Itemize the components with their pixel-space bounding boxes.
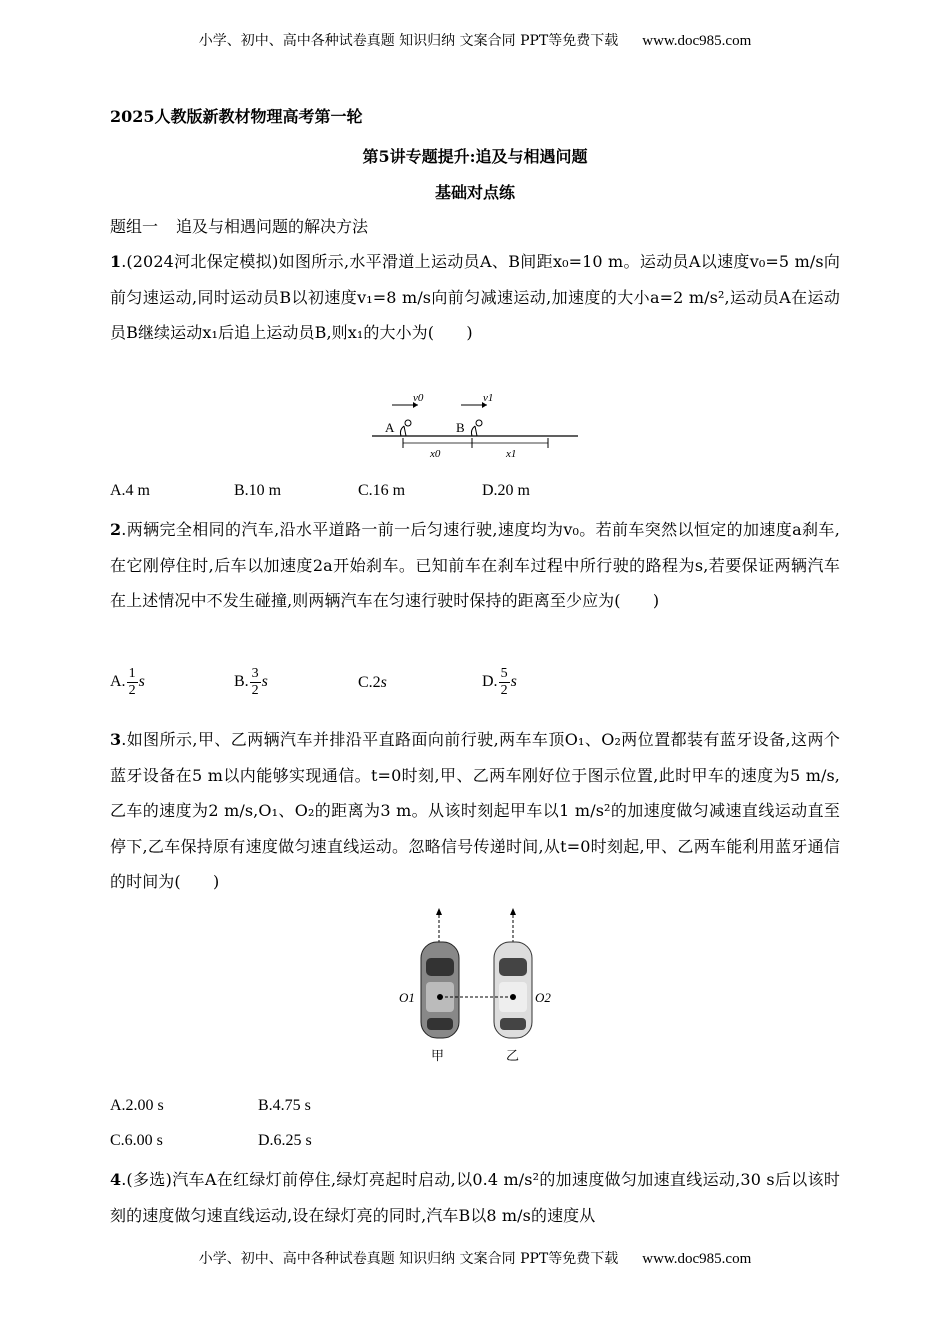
label-x0: x0 xyxy=(430,448,441,460)
group-heading xyxy=(110,214,840,237)
skiers-figure xyxy=(368,388,582,460)
question-3 xyxy=(110,722,840,900)
q1-options xyxy=(110,482,606,500)
cars-figure xyxy=(395,906,565,1066)
question-4 xyxy=(110,1162,840,1233)
option-d[interactable]: D.20 m xyxy=(482,482,530,499)
series-title: 2025人教版新教材物理高考第一轮 xyxy=(110,107,363,126)
q3-options-row1 xyxy=(110,1097,406,1115)
header-url[interactable]: www.doc985.com xyxy=(642,33,752,49)
question-number: 1 xyxy=(110,252,122,271)
label-v1: v1 xyxy=(483,392,494,404)
question-number: 3 xyxy=(110,730,122,749)
question-text: .两辆完全相同的汽车,沿水平道路一前一后匀速行驶,速度均为v₀。若前车突然以恒定的加速度a刹车,在它刚停住时,后车以加速度2a开始刹车。已知前车在刹车过程中所行驶的路程为s,若要保证两辆汽车在上述情况中不发生碰撞,则两辆汽车在匀速行驶时保持的距离至少应为( ) xyxy=(110,520,840,610)
q2-options xyxy=(110,666,606,699)
option-a[interactable]: A.4 m xyxy=(110,482,150,499)
question-number: 4 xyxy=(110,1170,122,1189)
label-x1: x1 xyxy=(506,448,517,460)
option-c[interactable]: C.6.00 s xyxy=(110,1132,163,1149)
option-d[interactable]: D. $\frac{5}{2}$ s xyxy=(482,666,517,698)
label-b: B xyxy=(456,420,465,435)
option-c[interactable]: C.16 m xyxy=(358,482,406,499)
group-label: 题组一 xyxy=(110,217,159,236)
label-v0: v0 xyxy=(413,392,424,404)
label-a: A xyxy=(385,420,395,435)
question-1 xyxy=(110,244,840,351)
label-jia: 甲 xyxy=(431,1049,445,1064)
label-o1: O1 xyxy=(399,990,415,1005)
car-jia-icon xyxy=(421,942,459,1038)
question-text: .如图所示,甲、乙两辆汽车并排沿平直路面向前行驶,两车车顶O₁、O₂两位置都装有蓝牙设备,这两个蓝牙设备在5 m以内能够实现通信。t=0时刻,甲、乙两车刚好位于图示位置,此时甲车的速度为5 m/s,乙车的速度为2 m/s,O₁、O₂的距离为3 m。从该时刻起甲车以1 m/s²的加速度做匀减速直线运动直至停下,乙车保持原有速度做匀速直线运动。忽略信号传递时间,从t=0时刻起,甲、乙两车能利用蓝牙通信的时间为( ) xyxy=(110,730,840,891)
header-text: 小学、初中、高中各种试卷真题 知识归纳 文案合同 PPT等免费下载 xyxy=(198,33,619,49)
option-a[interactable]: A. $\frac{1}{2}$ s xyxy=(110,666,145,698)
option-c[interactable]: C.2s xyxy=(358,674,387,691)
page-header xyxy=(0,30,950,50)
question-number: 2 xyxy=(110,520,122,539)
skier-b-icon xyxy=(471,420,482,436)
footer-text: 小学、初中、高中各种试卷真题 知识归纳 文案合同 PPT等免费下载 xyxy=(198,1251,619,1267)
group-title: 追及与相遇问题的解决方法 xyxy=(176,217,369,236)
question-text: .(多选)汽车A在红绿灯前停住,绿灯亮起时启动,以0.4 m/s²的加速度做匀加速直线运动,30 s后以该时刻的速度做匀速直线运动,设在绿灯亮的同时,汽车B以8 m/s的速度从 xyxy=(110,1170,840,1225)
q3-options-row2 xyxy=(110,1132,406,1150)
page-footer xyxy=(0,1248,950,1268)
skier-a-icon xyxy=(400,420,411,436)
option-b[interactable]: B. $\frac{3}{2}$ s xyxy=(234,666,268,698)
option-b[interactable]: B.4.75 s xyxy=(258,1097,311,1114)
footer-url[interactable]: www.doc985.com xyxy=(642,1251,752,1267)
question-2 xyxy=(110,512,840,619)
section-title: 基础对点练 xyxy=(434,183,515,202)
option-b[interactable]: B.10 m xyxy=(234,482,282,499)
lecture-title: 第5讲专题提升:追及与相遇问题 xyxy=(362,147,588,166)
label-yi: 乙 xyxy=(506,1049,520,1064)
option-a[interactable]: A.2.00 s xyxy=(110,1097,164,1114)
label-o2: O2 xyxy=(535,990,551,1005)
car-yi-icon xyxy=(494,942,532,1038)
option-d[interactable]: D.6.25 s xyxy=(258,1132,312,1149)
question-text: .(2024河北保定模拟)如图所示,水平滑道上运动员A、B间距x₀=10 m。运动员A以速度v₀=5 m/s向前匀速运动,同时运动员B以初速度v₁=8 m/s向前匀减速运动,加速度的大小a=2 m/s²,运动员A在运动员B继续运动x₁后追上运动员B,则x₁的大小为( ) xyxy=(110,252,840,342)
